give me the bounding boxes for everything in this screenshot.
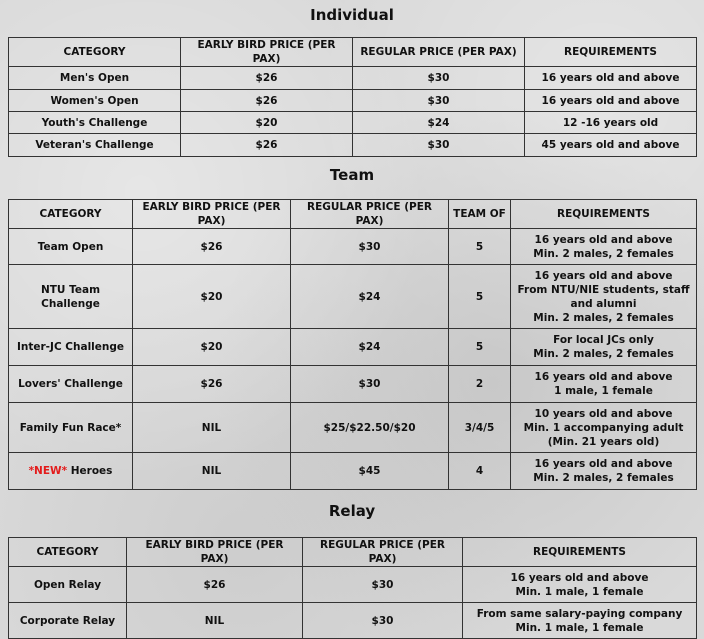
individual-table <box>8 37 697 157</box>
cell-regular: $30 <box>353 67 525 90</box>
cell-regular: $25/$22.50/$20 <box>291 403 449 453</box>
req-line: 10 years old and above <box>534 407 673 420</box>
cell-category: Women's Open <box>9 90 181 112</box>
cell-team-of: 3/4/5 <box>449 403 511 453</box>
cell-category: Lovers' Challenge <box>9 366 133 403</box>
req-line: and alumni <box>570 297 637 310</box>
cell-category: NTU Team Challenge <box>9 265 133 329</box>
cell-early: $26 <box>181 134 353 157</box>
category-name: Heroes <box>67 465 113 477</box>
table-row <box>9 112 697 134</box>
team-table <box>8 199 697 490</box>
table-row <box>9 403 697 453</box>
cell-requirements <box>511 366 697 403</box>
cell-category: Men's Open <box>9 67 181 90</box>
table-row <box>9 603 697 639</box>
req-line: From NTU/NIE students, staff <box>517 283 690 296</box>
header-regular: REGULAR PRICE (PER PAX) <box>303 538 463 567</box>
cell-requirements <box>511 265 697 329</box>
cell-team-of: 5 <box>449 265 511 329</box>
cell-early: $20 <box>181 112 353 134</box>
header-requirements: REQUIREMENTS <box>511 200 697 229</box>
cell-team-of: 5 <box>449 329 511 366</box>
cell-team-of: 2 <box>449 366 511 403</box>
relay-table <box>8 537 697 639</box>
table-row <box>9 229 697 265</box>
new-tag: *NEW* <box>28 465 68 477</box>
cell-early: $26 <box>133 366 291 403</box>
table-row <box>9 329 697 366</box>
cell-regular: $30 <box>291 366 449 403</box>
req-line: Min. 1 male, 1 female <box>515 621 644 634</box>
cell-regular: $45 <box>291 453 449 490</box>
relay-title: Relay <box>328 502 376 520</box>
cell-early: $20 <box>133 265 291 329</box>
cell-regular: $30 <box>353 90 525 112</box>
header-requirements: REQUIREMENTS <box>525 38 697 67</box>
table-row <box>9 67 697 90</box>
team-title: Team <box>329 166 375 184</box>
table-row <box>9 90 697 112</box>
req-line: Min. 1 male, 1 female <box>515 585 644 598</box>
cell-requirements <box>511 403 697 453</box>
header-team-of: TEAM OF <box>449 200 511 229</box>
cell-category: Inter-JC Challenge <box>9 329 133 366</box>
cell-regular: $24 <box>291 329 449 366</box>
cell-regular: $30 <box>291 229 449 265</box>
req-line: Min. 2 males, 2 females <box>533 247 674 260</box>
cell-regular: $30 <box>303 603 463 639</box>
header-regular: REGULAR PRICE (PER PAX) <box>291 200 449 229</box>
header-requirements: REQUIREMENTS <box>463 538 697 567</box>
cell-team-of: 4 <box>449 453 511 490</box>
cell-requirements <box>463 567 697 603</box>
table-row <box>9 453 697 490</box>
req-line: Min. 1 accompanying adult <box>523 421 684 434</box>
header-early-bird: EARLY BIRD PRICE (PER PAX) <box>181 38 353 67</box>
cell-early: $26 <box>181 90 353 112</box>
table-row <box>9 366 697 403</box>
cell-early: $20 <box>133 329 291 366</box>
cell-requirements <box>511 453 697 490</box>
cell-requirements <box>511 229 697 265</box>
req-line: 1 male, 1 female <box>554 385 653 397</box>
cell-requirements: 16 years old and above <box>525 67 697 90</box>
cell-early: $26 <box>133 229 291 265</box>
req-line: From same salary-paying company <box>476 607 683 620</box>
cell-regular: $30 <box>303 567 463 603</box>
cell-early: NIL <box>133 403 291 453</box>
header-category: CATEGORY <box>9 538 127 567</box>
cell-early: $26 <box>181 67 353 90</box>
req-line: 16 years old and above <box>534 233 673 246</box>
cell-category: Corporate Relay <box>9 603 127 639</box>
individual-title: Individual <box>310 6 394 24</box>
cell-category <box>9 453 133 490</box>
cell-category: Team Open <box>9 229 133 265</box>
cell-category: Family Fun Race* <box>9 403 133 453</box>
req-line: Min. 2 males, 2 females <box>533 311 674 324</box>
table-row <box>9 134 697 157</box>
cell-category: Youth's Challenge <box>9 112 181 134</box>
cell-requirements: 45 years old and above <box>525 134 697 157</box>
header-early-bird: EARLY BIRD PRICE (PER PAX) <box>127 538 303 567</box>
cell-early: NIL <box>133 453 291 490</box>
table-row <box>9 265 697 329</box>
req-line: 16 years old and above <box>534 371 673 383</box>
cell-requirements: 16 years old and above <box>525 90 697 112</box>
cell-early: NIL <box>127 603 303 639</box>
cell-category: Open Relay <box>9 567 127 603</box>
table-header-row <box>9 200 697 229</box>
req-line: Min. 2 males, 2 females <box>533 472 674 484</box>
req-line: Min. 2 males, 2 females <box>533 348 674 360</box>
cell-early: $26 <box>127 567 303 603</box>
cell-team-of: 5 <box>449 229 511 265</box>
cell-requirements <box>463 603 697 639</box>
cell-category: Veteran's Challenge <box>9 134 181 157</box>
table-header-row <box>9 538 697 567</box>
cell-requirements <box>511 329 697 366</box>
header-early-bird: EARLY BIRD PRICE (PER PAX) <box>133 200 291 229</box>
cell-regular: $30 <box>353 134 525 157</box>
table-row <box>9 567 697 603</box>
cell-regular: $24 <box>291 265 449 329</box>
req-line: 16 years old and above <box>534 458 673 470</box>
req-line: For local JCs only <box>553 334 654 346</box>
cell-requirements: 12 -16 years old <box>525 112 697 134</box>
cell-regular: $24 <box>353 112 525 134</box>
req-line: 16 years old and above <box>534 269 673 282</box>
header-category: CATEGORY <box>9 38 181 67</box>
header-category: CATEGORY <box>9 200 133 229</box>
header-regular: REGULAR PRICE (PER PAX) <box>353 38 525 67</box>
table-header-row <box>9 38 697 67</box>
req-line: (Min. 21 years old) <box>547 435 660 448</box>
req-line: 16 years old and above <box>510 571 649 584</box>
